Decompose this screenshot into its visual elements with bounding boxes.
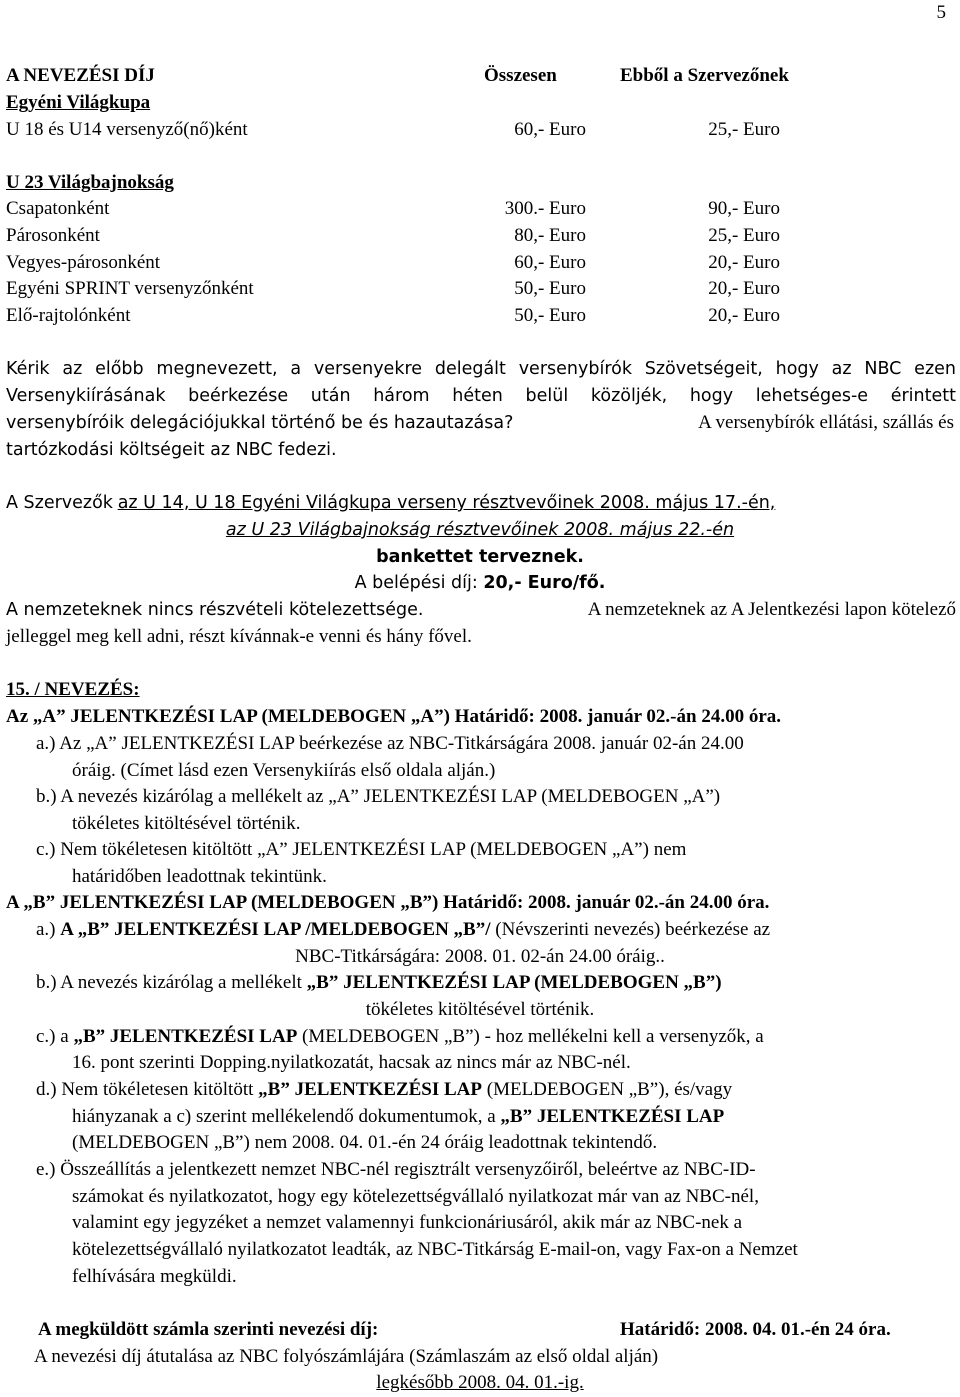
form-b-item-b-prefix: b.) A nevezés kizárólag a mellékelt (36, 972, 307, 993)
page-number: 5 (936, 2, 946, 23)
fee-row-total: 60,- Euro (514, 119, 586, 140)
paragraph-line: Kérik az előbb megnevezett, a versenyekre delegált versenybírók Szövetségeit, hogy az NBC ezen (6, 359, 956, 379)
fee-row-organizer: 25,- Euro (708, 119, 780, 140)
form-b-item-c-bold: „B” JELENTKEZÉSI LAP (73, 1026, 298, 1047)
form-b-item-d-post: (MELDEBOGEN „B”), és/vagy (482, 1079, 733, 1100)
form-b-title: A „B” JELENTKEZÉSI LAP (MELDEBOGEN „B”) Határidő: 2008. január 02.-án 24.00 óra. (6, 892, 770, 913)
form-b-item-e-cont: számokat és nyilatkozatot, hogy egy kötelezettségvállaló nyilatkozat már van az NBC-nél, (72, 1186, 759, 1207)
form-b-item-d-cont2: (MELDEBOGEN „B”) nem 2008. 04. 01.-én 24 óráig leadottnak tekintendő. (72, 1132, 658, 1153)
form-a-item-cont: határidőben leadottnak tekintünk. (72, 866, 327, 887)
no-obligation: A nemzeteknek nincs részvételi kötelezettsége. (6, 600, 424, 620)
fee-row-organizer: 20,- Euro (708, 305, 780, 326)
entry-fee-value: 20,- Euro/fő. (483, 573, 606, 593)
form-b-item-a-prefix: a.) (36, 919, 61, 940)
form-b-item-c-post: (MELDEBOGEN „B”) - hoz mellékelni kell a versenyzők, a (297, 1026, 764, 1047)
entry-heading: 15. / NEVEZÉS: (6, 679, 140, 700)
invoice-title: A megküldött számla szerinti nevezési díj: (38, 1319, 379, 1340)
form-a-item: c.) Nem tökéletesen kitöltött „A” JELENTKEZÉSI LAP (MELDEBOGEN „A”) nem (36, 839, 687, 860)
form-b-item-a-bold: A „B” JELENTKEZÉSI LAP /MELDEBOGEN „B”/ (60, 919, 491, 940)
form-b-item-d-cont-bold: „B” JELENTKEZÉSI LAP (500, 1106, 725, 1127)
fee-row-label: Párosonként (6, 225, 100, 246)
form-a-title: Az „A” JELENTKEZÉSI LAP (MELDEBOGEN „A”) Határidő: 2008. január 02.-án 24.00 óra. (6, 706, 782, 727)
form-b-item-a-post: (Névszerinti nevezés) beérkezése az (490, 919, 771, 940)
col-total-header: Összesen (484, 65, 557, 86)
form-b-item-b-cont: tökéletes kitöltésével történik. (365, 999, 595, 1020)
fee-row-total: 300.- Euro (504, 198, 586, 219)
paragraph-line-tail: A versenybírók ellátási, szállás és (698, 412, 954, 433)
fee-row-label: Vegyes-párosonként (6, 252, 161, 273)
form-a-item-cont: óráig. (Címet lásd ezen Versenykiírás első oldala alján.) (72, 760, 496, 781)
fee-row-total: 60,- Euro (514, 252, 586, 273)
entry-fee-label: A belépési díj: (354, 573, 484, 593)
fee-row-organizer: 90,- Euro (708, 198, 780, 219)
fee-row-total: 80,- Euro (514, 225, 586, 246)
form-b-item-c-prefix: c.) a (36, 1026, 74, 1047)
fee-heading: A NEVEZÉSI DÍJ (6, 65, 155, 86)
form-b-item-e: e.) Összeállítás a jelentkezett nemzet NBC-nél regisztrált versenyzőiről, beleértve az NBC-ID- (36, 1159, 756, 1180)
banquet-date-u23: az U 23 Világbajnokság résztvevőinek 2008. május 22.-én (225, 520, 735, 540)
fee-row-label: Elő-rajtolónként (6, 305, 131, 326)
banquet-date-world-cup: az U 14, U 18 Egyéni Világkupa verseny résztvevőinek 2008. május 17.-én, (117, 493, 776, 513)
form-b-item-d-bold: „B” JELENTKEZÉSI LAP (258, 1079, 482, 1100)
fee-row-label: Egyéni SPRINT versenyzőnként (6, 278, 254, 299)
form-b-item-e-cont: kötelezettségvállaló nyilatkozatot leadták, az NBC-Titkárság E-mail-on, vagy Fax-on a Nemzet (72, 1239, 798, 1260)
form-b-item-e-cont: felhívására megküldi. (72, 1266, 237, 1287)
fee-row-organizer: 25,- Euro (708, 225, 780, 246)
form-a-item-cont: tökéletes kitöltésével történik. (72, 813, 301, 834)
invoice-deadline: Határidő: 2008. 04. 01.-én 24 óra. (620, 1319, 891, 1340)
section-title-u23: U 23 Világbajnokság (6, 172, 174, 193)
fee-row-organizer: 20,- Euro (708, 278, 780, 299)
form-b-item-c-cont: 16. pont szerinti Dopping.nyilatkozatát, hacsak az nincs már az NBC-nél. (72, 1052, 631, 1073)
transfer-note: A nevezési díj átutalása az NBC folyószámlájára (Számlaszám az első oldal alján) (34, 1346, 659, 1367)
form-b-item-a-cont: NBC-Titkárságára: 2008. 01. 02-án 24.00 óráig.. (295, 946, 665, 967)
fee-row-label: U 18 és U14 versenyző(nő)ként (6, 119, 248, 140)
paragraph-line: Versenykiírásának beérkezése után három héten belül közöljék, hogy lehetséges-e érintett (6, 386, 956, 406)
col-organizer-header: Ebből a Szervezőnek (620, 65, 789, 86)
form-a-item: b.) A nevezés kizárólag a mellékelt az „A” JELENTKEZÉSI LAP (MELDEBOGEN „A”) (36, 786, 721, 807)
form-b-item-b-bold: „B” JELENTKEZÉSI LAP (MELDEBOGEN „B”) (306, 972, 722, 993)
form-a-item: a.) Az „A” JELENTKEZÉSI LAP beérkezése az NBC-Titkárságára 2008. január 02-án 24.00 (36, 733, 744, 754)
fee-row-label: Csapatonként (6, 198, 110, 219)
fee-row-total: 50,- Euro (514, 305, 586, 326)
form-b-item-d-prefix: d.) Nem tökéletesen kitöltött (36, 1079, 259, 1100)
form-b-item-d-cont: hiányzanak a c) szerint mellékelendő dokumentumok, a (72, 1106, 501, 1127)
paragraph-line: versenybíróik delegációjukkal történő be és hazautazása? (6, 413, 514, 433)
fee-row-organizer: 20,- Euro (708, 252, 780, 273)
section-title-world-cup: Egyéni Világkupa (6, 92, 151, 113)
banquet-plan: bankettet terveznek. (376, 547, 584, 567)
registration-required: A nemzeteknek az A Jelentkezési lapon kötelező (587, 599, 956, 620)
paragraph-line: tartózkodási költségeit az NBC fedezi. (6, 440, 337, 460)
form-b-item-e-cont: valamint egy jegyzéket a nemzet valamennyi funkcionáriusáról, akik már az NBC-nek a (72, 1212, 743, 1233)
transfer-deadline: legkésőbb 2008. 04. 01.-ig. (376, 1372, 584, 1393)
fee-row-total: 50,- Euro (514, 278, 586, 299)
banquet-organizers: A Szervezők (6, 493, 113, 513)
banquet-note: jelleggel meg kell adni, részt kívánnak-e venni és hány fővel. (6, 626, 472, 647)
